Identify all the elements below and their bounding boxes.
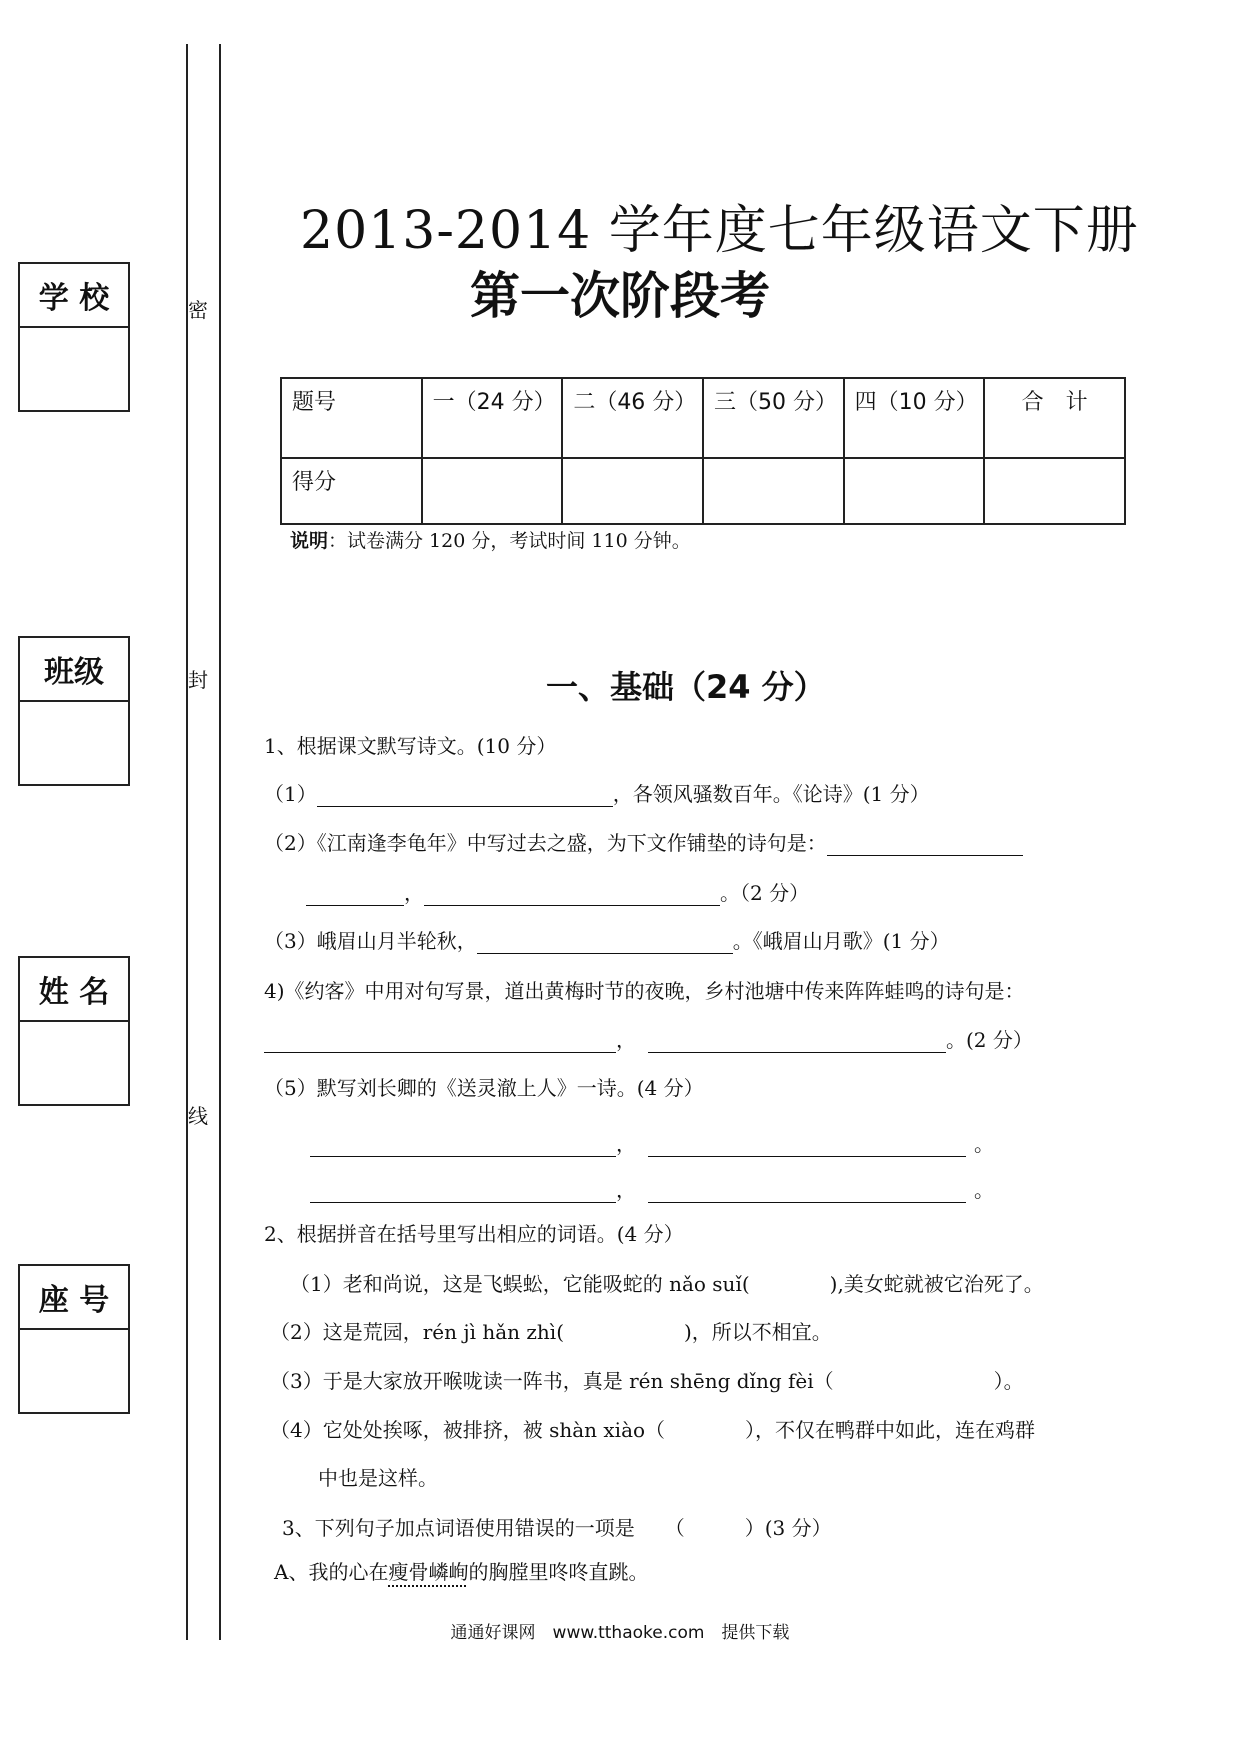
q3a-pre: A、我的心在 (274, 1560, 389, 1584)
answer-blank[interactable] (648, 1134, 966, 1157)
section-title: 一、基础（24 分） (546, 668, 826, 706)
question-2-item-4 (270, 1414, 1035, 1443)
q2i4-pre: （4）它处处挨啄，被排挤，被 (270, 1418, 550, 1442)
answer-blank[interactable] (424, 883, 720, 906)
question-2-item-4-line2: 中也是这样。 (318, 1466, 438, 1490)
dotted-word: 瘦骨嶙峋 (388, 1560, 469, 1584)
score-cell[interactable] (703, 458, 844, 524)
score-header-cell: 二（46 分） (562, 378, 703, 458)
q2i4-post: （ ），不仅在鸭群中如此，连在鸡群 (645, 1418, 1036, 1442)
score-table (280, 377, 1126, 525)
question-3-stem: 3、下列句子加点词语使用错误的一项是 （ ）(3 分） (282, 1516, 832, 1540)
seal-char-xian: 线 (188, 1104, 208, 1128)
score-header-cell: 合 计 (984, 378, 1125, 458)
q1p5-comma: ， (616, 1178, 636, 1202)
question-1-stem: 1、根据课文默写诗文。(10 分） (264, 734, 557, 758)
name-box (18, 956, 130, 1106)
q1p2-mid: ， (404, 881, 424, 905)
seat-label: 座 号 (20, 1266, 128, 1330)
name-label: 姓 名 (20, 958, 128, 1022)
q1p2-end: 。（2 分） (720, 881, 810, 905)
binding-line-inner (186, 44, 188, 1640)
score-header-cell: 四（10 分） (844, 378, 985, 458)
score-cell[interactable] (562, 458, 703, 524)
school-box (18, 262, 130, 412)
q2i2-pre: （2）这是荒园， (270, 1320, 423, 1344)
q1p1-prefix: （1） (264, 782, 317, 806)
question-1-part-4-line2 (264, 1024, 1033, 1053)
score-header-cell: 题号 (281, 378, 422, 458)
seal-char-feng: 封 (188, 668, 208, 692)
score-table-score-row (281, 458, 1125, 524)
q2i1-pre: （1）老和尚说，这是飞蜈蚣，它能吸蛇的 (290, 1272, 670, 1296)
question-1-part-5-line1 (310, 1128, 994, 1157)
score-header-cell: 三（50 分） (703, 378, 844, 458)
q1p5-comma: ， (616, 1132, 636, 1156)
note-label: 说明 (290, 530, 329, 552)
class-label: 班级 (20, 638, 128, 702)
q2i3-pre: （3）于是大家放开喉咙读一阵书，真是 (270, 1369, 630, 1393)
question-1-part-5-line2 (310, 1174, 994, 1203)
score-cell[interactable] (984, 458, 1125, 524)
question-1-part-5: （5）默写刘长卿的《送灵澈上人》一诗。(4 分） (264, 1076, 704, 1100)
binding-line-outer (219, 44, 221, 1640)
q1p4-mid: ， (616, 1028, 636, 1052)
q2i2-post: ( )，所以不相宜。 (556, 1320, 832, 1344)
pinyin: nǎo suǐ (669, 1272, 742, 1296)
q1p1-suffix: ，各领风骚数百年。《论诗》(1 分） (612, 782, 930, 806)
q1p4-end: 。(2 分） (946, 1028, 1033, 1052)
question-3-option-a (274, 1556, 648, 1585)
question-2-item-1 (290, 1268, 1044, 1297)
pinyin: shàn xiào (549, 1418, 646, 1442)
answer-blank[interactable] (310, 1134, 616, 1157)
answer-blank[interactable] (827, 833, 1023, 856)
pinyin: rén jì hǎn zhì (422, 1320, 557, 1344)
answer-blank[interactable] (317, 784, 613, 807)
q1p2-text: （2）《江南逢李龟年》中写过去之盛，为下文作铺垫的诗句是： (264, 831, 827, 855)
q1p5-period: 。 (974, 1132, 994, 1156)
answer-blank[interactable] (648, 1030, 946, 1053)
score-cell[interactable] (844, 458, 985, 524)
answer-blank[interactable] (264, 1030, 616, 1053)
answer-blank[interactable] (477, 931, 733, 954)
question-1-part-3 (264, 925, 950, 954)
q1p3-prefix: （3）峨眉山月半轮秋， (264, 929, 477, 953)
score-cell[interactable] (422, 458, 563, 524)
question-1-part-2-line2 (306, 877, 809, 906)
q1p3-suffix: 。《峨眉山月歌》(1 分） (732, 929, 950, 953)
page-footer: 通通好课网 www.tthaoke.com 提供下载 (450, 1623, 790, 1643)
score-header-cell: 一（24 分） (422, 378, 563, 458)
q1p5-period: 。 (974, 1178, 994, 1202)
score-table-header-row (281, 378, 1125, 458)
q3a-post: 的胸膛里咚咚直跳。 (468, 1560, 649, 1584)
q2i3-post: （ ）。 (813, 1369, 1024, 1393)
pinyin: rén shēng dǐng fèi (629, 1369, 814, 1393)
seal-char-mi: 密 (188, 298, 208, 322)
school-label: 学 校 (20, 264, 128, 328)
question-2-item-2 (270, 1316, 832, 1345)
exam-title: 2013-2014 学年度七年级语文下册 (300, 201, 1139, 261)
question-1-part-4: 4)《约客》中用对句写景，道出黄梅时节的夜晚，乡村池塘中传来阵阵蛙鸣的诗句是： (264, 979, 1025, 1003)
question-1-part-2 (264, 827, 1023, 856)
note-text: ：试卷满分 120 分，考试时间 110 分钟。 (328, 530, 691, 552)
answer-blank[interactable] (648, 1180, 966, 1203)
question-2-item-3 (270, 1365, 1024, 1394)
seat-box (18, 1264, 130, 1414)
q2i1-post: ( ),美女蛇就被它治死了。 (741, 1272, 1044, 1296)
class-box (18, 636, 130, 786)
question-1-part-1 (264, 778, 930, 807)
answer-blank[interactable] (310, 1180, 616, 1203)
answer-blank[interactable] (306, 883, 404, 906)
score-row-label: 得分 (281, 458, 422, 524)
exam-note (290, 526, 691, 553)
question-2-stem: 2、根据拼音在括号里写出相应的词语。(4 分） (264, 1222, 684, 1246)
exam-subtitle: 第一次阶段考 (470, 267, 770, 325)
